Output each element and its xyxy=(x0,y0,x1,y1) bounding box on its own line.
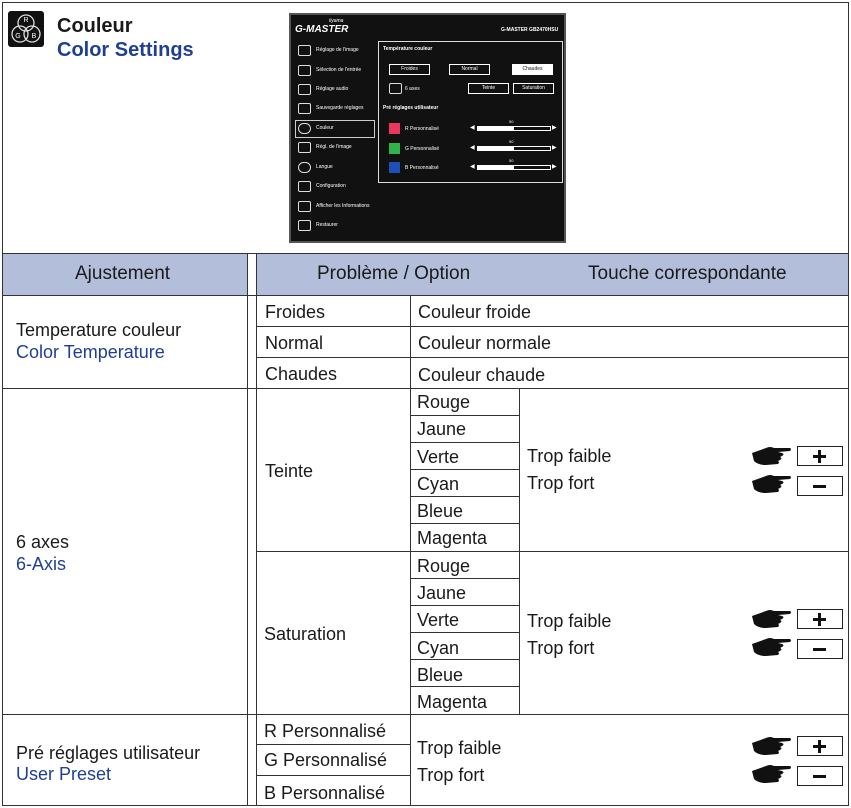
saturation-label: Saturation xyxy=(264,624,347,644)
icon-letter-r: R xyxy=(23,17,29,24)
brightness-icon xyxy=(298,45,311,56)
pointing-hand-icon xyxy=(752,444,792,468)
color-icon xyxy=(298,123,311,134)
input-icon xyxy=(298,65,311,76)
row-line xyxy=(256,744,410,745)
row-line xyxy=(256,326,849,327)
save-settings-icon xyxy=(298,103,311,114)
sat-color: Rouge xyxy=(417,556,471,576)
temp-label-fr: Temperature couleur xyxy=(16,320,182,340)
minus-key-icon xyxy=(797,639,843,659)
table-divider xyxy=(247,254,248,806)
osd-menu-item: Langue xyxy=(316,164,333,170)
header-touche: Touche correspondante xyxy=(588,263,787,284)
minus-key-icon xyxy=(797,476,843,496)
preset-label-fr: Pré réglages utilisateur xyxy=(16,743,201,763)
row-line xyxy=(410,415,519,416)
osd-menu-item: Réglage audio xyxy=(316,86,349,92)
preset-too-strong: Trop fort xyxy=(417,765,485,785)
minus-key-icon xyxy=(797,766,843,786)
icon-letter-g: G xyxy=(15,33,21,40)
title-fr: Couleur xyxy=(57,15,133,37)
hue-too-weak: Trop faible xyxy=(527,446,612,466)
hue-color: Bleue xyxy=(417,501,464,521)
preset-too-weak: Trop faible xyxy=(417,738,502,758)
preset-option: G Personnalisé xyxy=(264,750,388,770)
osd-red-swatch xyxy=(389,123,400,134)
pointing-hand-icon xyxy=(752,734,792,758)
osd-menu-item: Sélection de l'entrée xyxy=(316,67,362,73)
row-line xyxy=(410,659,519,660)
osd-bar-b-value: 50 xyxy=(509,158,514,163)
row-line xyxy=(256,357,849,358)
hue-color: Magenta xyxy=(417,528,488,548)
right-arrow-icon: ▶ xyxy=(552,164,557,170)
osd-temp-label: Température couleur xyxy=(383,46,433,52)
speaker-icon xyxy=(298,84,311,95)
osd-bar-r-value: 50 xyxy=(509,119,514,124)
axes-label-en: 6-Axis xyxy=(16,554,67,574)
osd-bar-r xyxy=(477,126,551,131)
temp-description: Couleur normale xyxy=(418,333,552,353)
row-line xyxy=(2,714,849,715)
sat-color: Magenta xyxy=(417,692,488,712)
left-arrow-icon: ◀ xyxy=(470,125,475,131)
osd-preset-g: G Personnalisé xyxy=(405,146,440,152)
osd-menu-item: Afficher les Informations xyxy=(316,203,370,209)
osd-menu-item: Régl. de l'image xyxy=(316,144,352,150)
pointing-hand-icon xyxy=(752,607,792,631)
temp-option: Chaudes xyxy=(265,364,338,384)
osd-bar-b xyxy=(477,165,551,170)
header-ajustement: Ajustement xyxy=(75,263,171,284)
table-divider xyxy=(256,254,257,806)
sat-color: Bleue xyxy=(417,665,464,685)
left-arrow-icon: ◀ xyxy=(470,164,475,170)
preset-option: B Personnalisé xyxy=(264,783,386,803)
osd-preset-b: B Personnalisé xyxy=(405,165,439,171)
temp-option: Normal xyxy=(265,333,324,353)
row-line xyxy=(256,775,410,776)
hue-color: Cyan xyxy=(417,474,460,494)
hue-color: Rouge xyxy=(417,392,471,412)
osd-btn-teinte: Teinte xyxy=(468,83,509,94)
osd-menu-item: Réglage de l'image xyxy=(316,47,359,53)
hue-color: Jaune xyxy=(417,419,467,439)
axes-label-fr: 6 axes xyxy=(16,532,70,552)
osd-btn-normal: Normal xyxy=(449,64,490,75)
preset-option: R Personnalisé xyxy=(264,721,387,741)
osd-bar-g xyxy=(477,146,551,151)
title-en: Color Settings xyxy=(57,39,194,61)
plus-key-icon xyxy=(797,446,843,466)
right-arrow-icon: ▶ xyxy=(552,125,557,131)
row-line xyxy=(410,686,519,687)
sat-too-weak: Trop faible xyxy=(527,611,612,631)
reset-icon xyxy=(298,220,311,231)
col-line xyxy=(519,388,520,714)
pointing-hand-icon xyxy=(752,762,792,786)
row-line xyxy=(410,496,519,497)
col-line xyxy=(410,295,411,388)
row-line xyxy=(410,578,519,579)
osd-green-swatch xyxy=(389,143,400,154)
osd-model: G-MASTER GB2470HSU xyxy=(501,27,559,33)
plus-key-icon xyxy=(797,736,843,756)
osd-menu-item: Restaurer xyxy=(316,222,338,228)
sat-color: Verte xyxy=(417,610,460,630)
osd-blue-swatch xyxy=(389,162,400,173)
hue-too-strong: Trop fort xyxy=(527,473,595,493)
sat-too-strong: Trop fort xyxy=(527,638,595,658)
col-line xyxy=(410,388,411,714)
osd-menu-item: Configuration xyxy=(316,183,346,189)
six-axis-icon xyxy=(389,83,402,94)
icon-letter-b: B xyxy=(31,33,37,40)
temp-option: Froides xyxy=(265,302,326,322)
temp-description: Couleur chaude xyxy=(418,365,546,385)
row-line xyxy=(410,469,519,470)
osd-bar-g-value: 50 xyxy=(509,139,514,144)
osd-preset-r: R Personnalisé xyxy=(405,126,439,132)
info-icon xyxy=(298,201,311,212)
globe-icon xyxy=(298,162,311,173)
col-line xyxy=(410,714,411,806)
row-line xyxy=(410,632,519,633)
image-adjust-icon xyxy=(298,142,311,153)
left-arrow-icon: ◀ xyxy=(470,145,475,151)
osd-preset-label: Pré réglages utilisateur xyxy=(383,105,439,111)
plus-key-icon xyxy=(797,609,843,629)
hue-color: Verte xyxy=(417,447,460,467)
osd-axes-label: 6 axes xyxy=(405,86,420,92)
pointing-hand-icon xyxy=(752,635,792,659)
temp-description: Couleur froide xyxy=(418,302,532,322)
color-rgb-icon xyxy=(8,11,44,47)
osd-brand: G-MASTER xyxy=(295,24,349,35)
row-line xyxy=(256,551,849,552)
header-probleme-option: Problème / Option xyxy=(317,263,471,284)
sat-color: Cyan xyxy=(417,638,460,658)
osd-btn-froides: Froides xyxy=(389,64,430,75)
row-line xyxy=(410,442,519,443)
row-line xyxy=(2,388,849,389)
osd-menu-item: Couleur xyxy=(316,125,334,131)
osd-brand-small: iiyama xyxy=(329,18,344,24)
row-line xyxy=(410,605,519,606)
osd-btn-saturation: Saturation xyxy=(513,83,554,94)
setup-icon xyxy=(298,181,311,192)
row-line xyxy=(410,523,519,524)
osd-btn-chaudes: Chaudes xyxy=(512,64,553,75)
sat-color: Jaune xyxy=(417,583,467,603)
osd-screenshot xyxy=(289,13,566,243)
pointing-hand-icon xyxy=(752,472,792,496)
osd-color-panel xyxy=(378,41,563,183)
temp-label-en: Color Temperature xyxy=(16,342,165,362)
osd-menu-item: Sauvegarde réglages xyxy=(316,105,364,111)
hue-label: Teinte xyxy=(265,461,314,481)
right-arrow-icon: ▶ xyxy=(552,145,557,151)
preset-label-en: User Preset xyxy=(16,764,112,784)
row-line xyxy=(2,295,849,296)
